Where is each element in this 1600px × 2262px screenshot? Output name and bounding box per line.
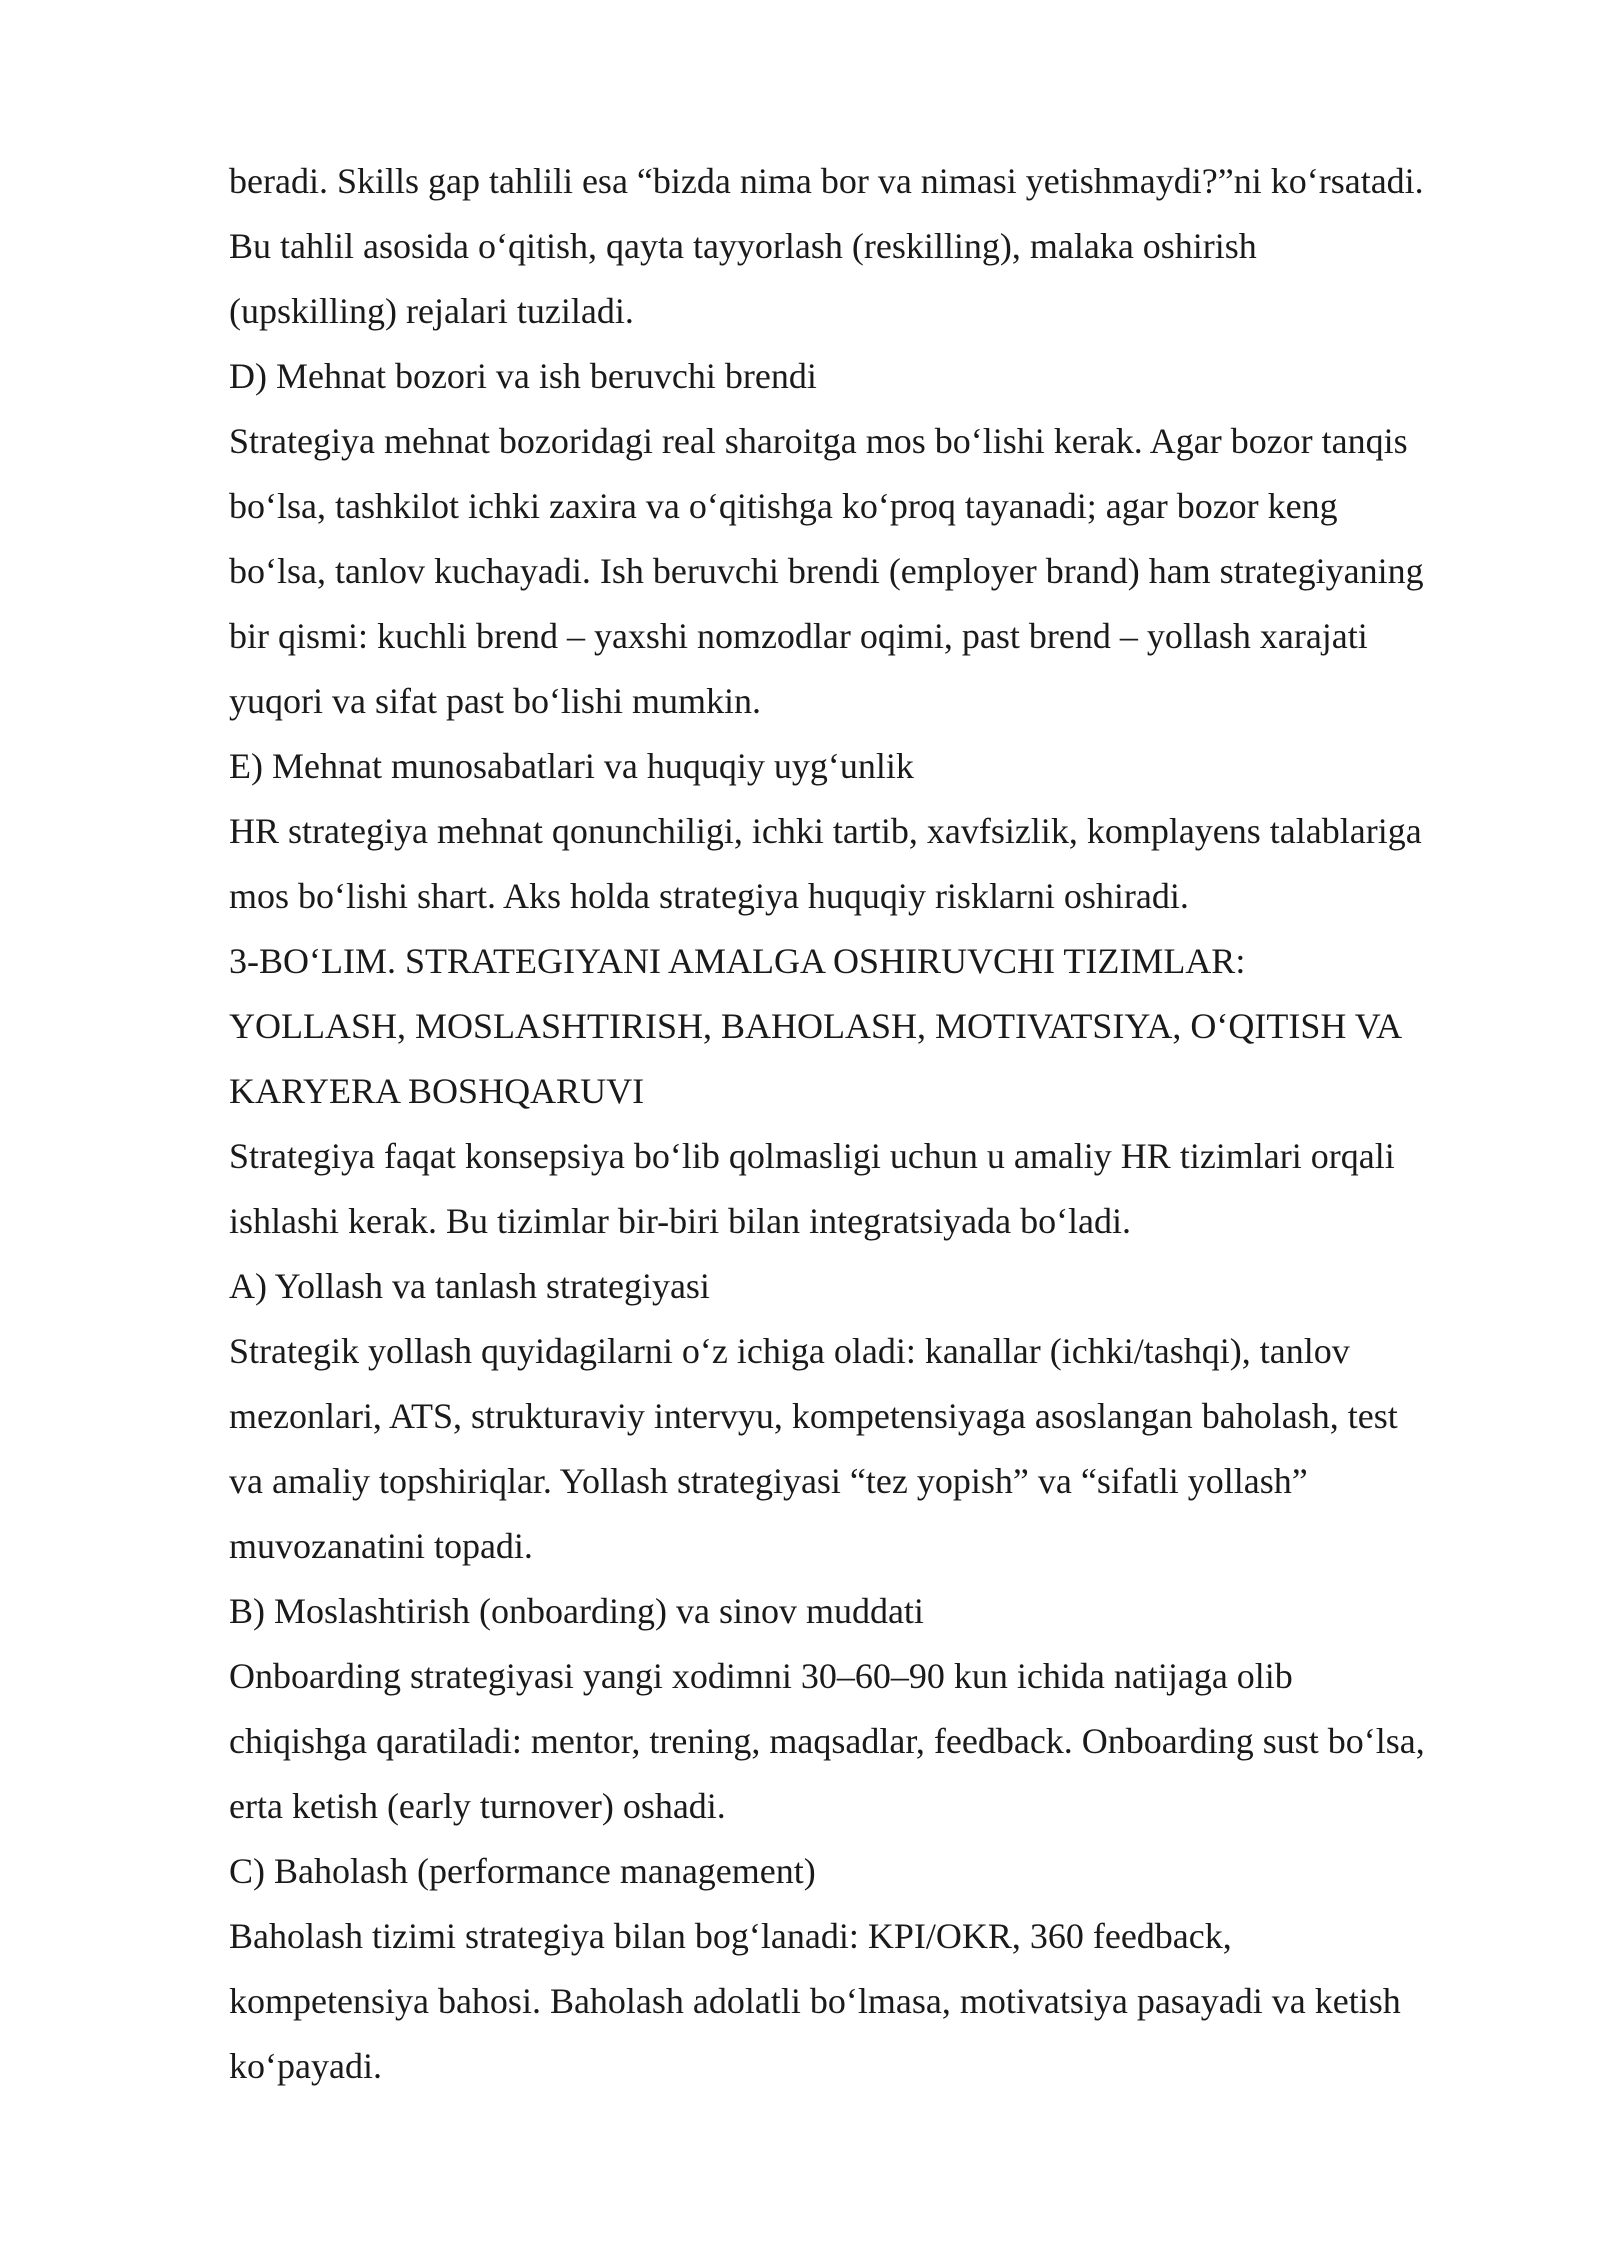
section-heading: 3-BO‘LIM. STRATEGIYANI AMALGA OSHIRUVCHI TIZIMLAR: [229,941,1246,981]
subheading-e: E) Mehnat munosabatlari va huquqiy uyg‘unlik [229,746,914,786]
text-line: muvozanatini topadi. [229,1526,533,1566]
text-line: kompetensiya bahosi. Baholash adolatli bo‘lmasa, motivatsiya pasayadi va ketish [229,1981,1401,2021]
text-line: mezonlari, ATS, strukturaviy intervyu, kompetensiyaga asoslangan baholash, test [229,1396,1398,1436]
text-line: Strategiya mehnat bozoridagi real sharoitga mos bo‘lishi kerak. Agar bozor tanqis [229,421,1408,461]
text-line: erta ketish (early turnover) oshadi. [229,1786,726,1826]
section-heading: KARYERA BOSHQARUVI [229,1071,645,1111]
subheading-a: A) Yollash va tanlash strategiyasi [229,1266,710,1306]
text-line: beradi. Skills gap tahlili esa “bizda nima bor va nimasi yetishmaydi?”ni ko‘rsatadi. [229,161,1424,201]
text-line: ishlashi kerak. Bu tizimlar bir-biri bilan integratsiyada bo‘ladi. [229,1201,1132,1241]
text-line: bir qismi: kuchli brend – yaxshi nomzodlar oqimi, past brend – yollash xarajati [229,616,1368,656]
subheading-b: B) Moslashtirish (onboarding) va sinov muddati [229,1591,924,1631]
text-line: chiqishga qaratiladi: mentor, trening, maqsadlar, feedback. Onboarding sust bo‘lsa, [229,1721,1425,1761]
text-line: yuqori va sifat past bo‘lishi mumkin. [229,681,761,721]
text-line: bo‘lsa, tashkilot ichki zaxira va o‘qitishga ko‘proq tayanadi; agar bozor keng [229,486,1338,526]
text-line: (upskilling) rejalari tuziladi. [229,291,634,331]
body-text [229,149,1499,2099]
text-line: Baholash tizimi strategiya bilan bog‘lanadi: KPI/OKR, 360 feedback, [229,1916,1232,1956]
text-line: Strategik yollash quyidagilarni o‘z ichiga oladi: kanallar (ichki/tashqi), tanlov [229,1331,1350,1371]
text-line: Strategiya faqat konsepsiya bo‘lib qolmasligi uchun u amaliy HR tizimlari orqali [229,1136,1395,1176]
subheading-c: C) Baholash (performance management) [229,1851,816,1891]
text-line: HR strategiya mehnat qonunchiligi, ichki tartib, xavfsizlik, komplayens talablariga [229,811,1422,851]
text-line: bo‘lsa, tanlov kuchayadi. Ish beruvchi brendi (employer brand) ham strategiyaning [229,551,1424,591]
text-line: Onboarding strategiyasi yangi xodimni 30–60–90 kun ichida natijaga olib [229,1656,1293,1696]
section-heading: YOLLASH, MOSLASHTIRISH, BAHOLASH, MOTIVATSIYA, O‘QITISH VA [229,1006,1403,1046]
subheading-d: D) Mehnat bozori va ish beruvchi brendi [229,356,817,396]
text-line: va amaliy topshiriqlar. Yollash strategiyasi “tez yopish” va “sifatli yollash” [229,1461,1308,1501]
text-line: ko‘payadi. [229,2046,382,2086]
text-line: mos bo‘lishi shart. Aks holda strategiya huquqiy risklarni oshiradi. [229,876,1189,916]
text-line: Bu tahlil asosida o‘qitish, qayta tayyorlash (reskilling), malaka oshirish [229,226,1257,266]
